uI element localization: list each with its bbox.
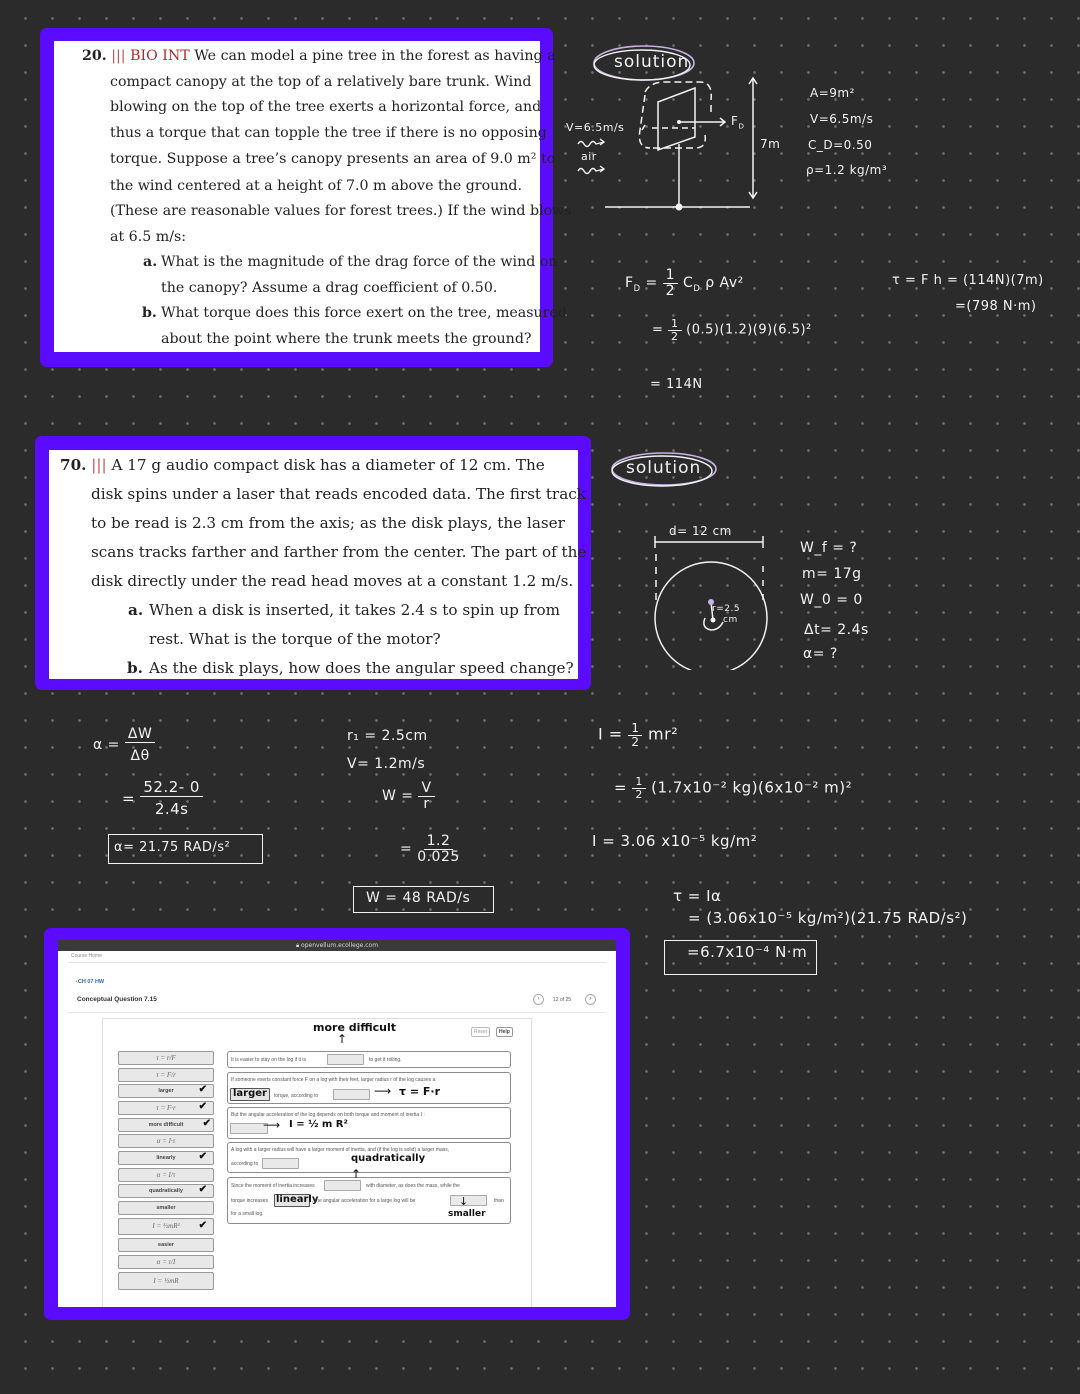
answer-chip[interactable]: I = ½mR² ✔ (118, 1218, 214, 1235)
omega-formula: W = $\frac{V}{r}$ (382, 781, 435, 811)
help-button[interactable]: Help (496, 1027, 513, 1037)
problem-number: 20. (82, 48, 107, 64)
question-text: according to (231, 1161, 259, 1167)
part-b-text: As the disk plays, how does the angular speed change? (149, 659, 574, 677)
problem-70-first-line (60, 456, 545, 474)
given-velocity: V=6.5m/s (810, 112, 874, 126)
part-b-text: What torque does this force exert on the tree, measured (161, 305, 567, 321)
question-text: It is easier to stay on the log if it is (231, 1057, 307, 1063)
answer-chip[interactable]: larger ✔ (118, 1084, 214, 1098)
part-label: a. (128, 601, 144, 619)
arrow-up-icon: ↑ (351, 1167, 362, 1181)
answer-bank (118, 1051, 214, 1291)
problem-text-line: the wind centered at a height of 7.0 m above the ground. (110, 178, 522, 194)
omega-substitution: = $\frac{1.2}{0.025}$ (400, 833, 460, 865)
problem-20-first-line (82, 48, 556, 64)
inertia-formula: I = $\frac{1}{2}$ mr² (598, 721, 679, 749)
problem-text-line: disk directly under the read head moves at a constant 1.2 m/s. (91, 572, 574, 590)
torque-equation: τ = F h = (114N)(7m) (892, 273, 1044, 288)
inertia-substitution: = $\frac{1}{2}$ (1.7x10⁻² kg)(6x10⁻² m)² (614, 775, 853, 801)
tree-diagram (595, 70, 785, 215)
answer-chip[interactable]: τ = F/r (118, 1068, 214, 1082)
check-icon: ✔ (202, 1118, 211, 1129)
arrow-right-icon: ⟶ (374, 1084, 392, 1098)
part-b (142, 305, 157, 321)
problem-text-line: at 6.5 m/s: (110, 229, 187, 245)
handwritten-answer: linearly (276, 1194, 319, 1205)
part-a (128, 601, 143, 619)
disk-diagram (645, 530, 775, 670)
given-density: ρ=1.2 kg/m³ (806, 163, 888, 177)
problem-text-line: compact canopy at the top of a relatively bare trunk. Wind (110, 74, 532, 90)
force-label: $F_D$ (731, 114, 745, 131)
solution-label: solution (626, 458, 702, 478)
part-label: b. (142, 305, 157, 321)
question-text: to get it rolling. (369, 1057, 402, 1063)
radius-label: r=2.5 (712, 604, 741, 614)
drag-substitution: = $\frac{1}{2}$ (0.5)(1.2)(9)(6.5)² (652, 317, 812, 343)
check-icon: ✔ (198, 1151, 207, 1162)
divider (68, 1012, 606, 1013)
question-text: , the angular acceleration for a large log will be (312, 1198, 416, 1204)
answer-chip[interactable]: τ = r/F (118, 1051, 214, 1065)
answer-dropzone[interactable] (262, 1158, 299, 1169)
torque-substitution: = (3.06x10⁻⁵ kg/m²)(21.75 RAD/s²) (688, 909, 968, 927)
given-time: Δt= 2.4s (804, 622, 869, 638)
part-a-text: the canopy? Assume a drag coefficient of 0.50. (161, 280, 498, 296)
alpha-substitution: = $\frac{52.2- 0}{2.4s}$ (122, 780, 203, 818)
arrow-right-icon: ⟶ (263, 1118, 281, 1132)
initial-radius: r₁ = 2.5cm (347, 728, 428, 744)
answer-chip[interactable]: smaller (118, 1201, 214, 1215)
prev-question-button[interactable]: ‹ (533, 994, 544, 1005)
part-a (143, 254, 157, 270)
check-icon: ✔ (198, 1220, 207, 1231)
answer-dropzone[interactable] (327, 1054, 364, 1065)
given-angular-acceleration: α= ? (803, 646, 838, 662)
answer-chip[interactable]: α = I·τ (118, 1134, 214, 1148)
diameter-label: d= 12 cm (669, 524, 732, 538)
check-icon: ✔ (198, 1084, 207, 1095)
answer-dropzone[interactable] (324, 1180, 361, 1191)
answer-dropzone-filled[interactable] (230, 1088, 270, 1101)
url-text: openvellum.ecollege.com (301, 942, 379, 949)
torque-result: =6.7x10⁻⁴ N·m (664, 940, 817, 975)
torque-result: =(798 N·m) (955, 299, 1037, 314)
answer-dropzone-filled[interactable] (274, 1194, 319, 1207)
part-a-text: rest. What is the torque of the motor? (149, 630, 441, 648)
arrow-down-icon: ↓ (459, 1195, 469, 1208)
pagination-label: 12 of 25 (553, 997, 572, 1003)
topic-tag: BIO INT (130, 48, 190, 64)
question-text: torque increases (231, 1198, 268, 1204)
annotation-smaller: smaller (448, 1209, 486, 1219)
question-panel (102, 1018, 532, 1307)
problem-70-card (49, 450, 587, 679)
annotation-quadratically: quadratically (351, 1153, 426, 1164)
next-question-button[interactable]: › (585, 994, 596, 1005)
part-b-text: about the point where the trunk meets the ground? (161, 331, 532, 347)
problem-text-line: torque. Suppose a tree’s canopy presents an area of 9.0 m² to (110, 151, 556, 167)
answer-chip[interactable]: I = ½mR (118, 1272, 214, 1290)
arrow-up-icon: ↑ (337, 1032, 348, 1046)
annotation-inertia-equation: I = ½ m R² (289, 1119, 348, 1130)
air-label: air (581, 150, 597, 163)
answer-chip[interactable]: τ = F·r ✔ (118, 1101, 214, 1115)
handwritten-answer: larger (233, 1088, 267, 1099)
question-text: Since the moment of inertia increases (231, 1183, 315, 1189)
drag-result: = 114N (650, 377, 703, 392)
answer-dropzone[interactable] (450, 1195, 487, 1206)
check-icon: ✔ (198, 1184, 207, 1195)
given-mass: m= 17g (802, 566, 862, 582)
solution-label: solution (614, 52, 690, 72)
given-area: A=9m² (810, 86, 855, 100)
problem-text-line: scans tracks farther and farther from the center. The part of the (91, 543, 587, 561)
divider (68, 962, 606, 963)
breadcrumb-link[interactable]: ‹CH 07 HW (76, 979, 105, 985)
torque-formula: τ = Iα (673, 887, 722, 905)
url-bar[interactable] (58, 940, 616, 951)
lock-icon: 🔒︎ (295, 942, 302, 949)
question-list (227, 1051, 511, 1301)
answer-chip[interactable]: linearly ✔ (118, 1151, 214, 1165)
answer-chip[interactable]: more difficult ✔ (118, 1118, 214, 1132)
problem-text-line: blowing on the top of the tree exerts a horizontal force, and (110, 99, 542, 115)
answer-chip[interactable]: α = τ/I (118, 1255, 214, 1269)
part-b (127, 659, 143, 677)
part-label: a. (143, 254, 158, 270)
answer-dropzone[interactable] (333, 1089, 370, 1100)
answer-chip[interactable]: easier (118, 1238, 214, 1252)
part-a-text: What is the magnitude of the drag force of the wind on (161, 254, 558, 270)
problem-text-line: (These are reasonable values for forest trees.) If the wind blows (110, 203, 572, 219)
browser-screenshot (58, 940, 616, 1307)
drag-equation: $F_D$ = $\frac{1}{2}$ $C_D$ ρ Av² (625, 267, 744, 299)
check-icon: ✔ (198, 1101, 207, 1112)
question-text: than (494, 1198, 504, 1204)
question-box-1 (227, 1051, 511, 1068)
question-text: If someone exerts constant force F on a log with their feet, larger radius r of the log causes a (231, 1077, 436, 1083)
course-home-link[interactable]: Course Home (71, 953, 102, 959)
wind-speed-label: V=6.5m/s (566, 121, 625, 134)
problem-text-line: to be read is 2.3 cm from the axis; as the disk plays, the laser (91, 514, 565, 532)
linear-speed: V= 1.2m/s (347, 756, 426, 772)
question-text: with diameter, as does the mass, while the (366, 1183, 460, 1189)
reset-button[interactable]: Reset (471, 1027, 490, 1037)
question-text: for a small log. (231, 1211, 264, 1217)
question-box-2 (227, 1072, 511, 1104)
given-final-angular-speed: W_f = ? (800, 540, 858, 556)
omega-result: W = 48 RAD/s (353, 886, 494, 913)
annotation-more-difficult: more difficult (313, 1021, 397, 1034)
question-title: Conceptual Question 7.15 (77, 996, 157, 1003)
problem-text-line: disk spins under a laser that reads encoded data. The first track (91, 485, 586, 503)
given-drag-coefficient: C_D=0.50 (808, 138, 873, 152)
answer-chip[interactable]: quadratically ✔ (118, 1184, 214, 1198)
problem-text-line: A 17 g audio compact disk has a diameter of 12 cm. The (111, 456, 545, 474)
problem-text-line: thus a torque that can topple the tree if there is no opposing (110, 125, 547, 141)
question-text: But the angular acceleration of the log depends on both torque and moment of inertia I : (231, 1112, 425, 1118)
question-text: torque, according to (274, 1093, 319, 1099)
part-a-text: When a disk is inserted, it takes 2.4 s to spin up from (149, 601, 561, 619)
radius-unit: cm (723, 615, 738, 625)
difficulty-marker: ||| (111, 48, 126, 64)
problem-20-card (54, 41, 572, 352)
problem-text-line: We can model a pine tree in the forest as having a (194, 48, 556, 64)
alpha-result: α= 21.75 RAD/s² (108, 834, 263, 864)
difficulty-marker: ||| (91, 456, 107, 474)
problem-number: 70. (60, 456, 87, 474)
answer-chip[interactable]: α = I/τ (118, 1168, 214, 1182)
question-text: A log with a larger radius will have a larger moment of inertia, and (if the log is solid) a larger mass, (231, 1147, 450, 1153)
height-label: 7m (760, 137, 781, 151)
inertia-result: I = 3.06 x10⁻⁵ kg/m² (592, 832, 758, 850)
alpha-definition: α = $\frac{\Delta W}{\Delta\theta}$ (93, 727, 155, 763)
part-label: b. (127, 659, 143, 677)
given-initial-angular-speed: W_0 = 0 (800, 592, 863, 608)
annotation-torque-equation: τ = F·r (399, 1085, 441, 1098)
